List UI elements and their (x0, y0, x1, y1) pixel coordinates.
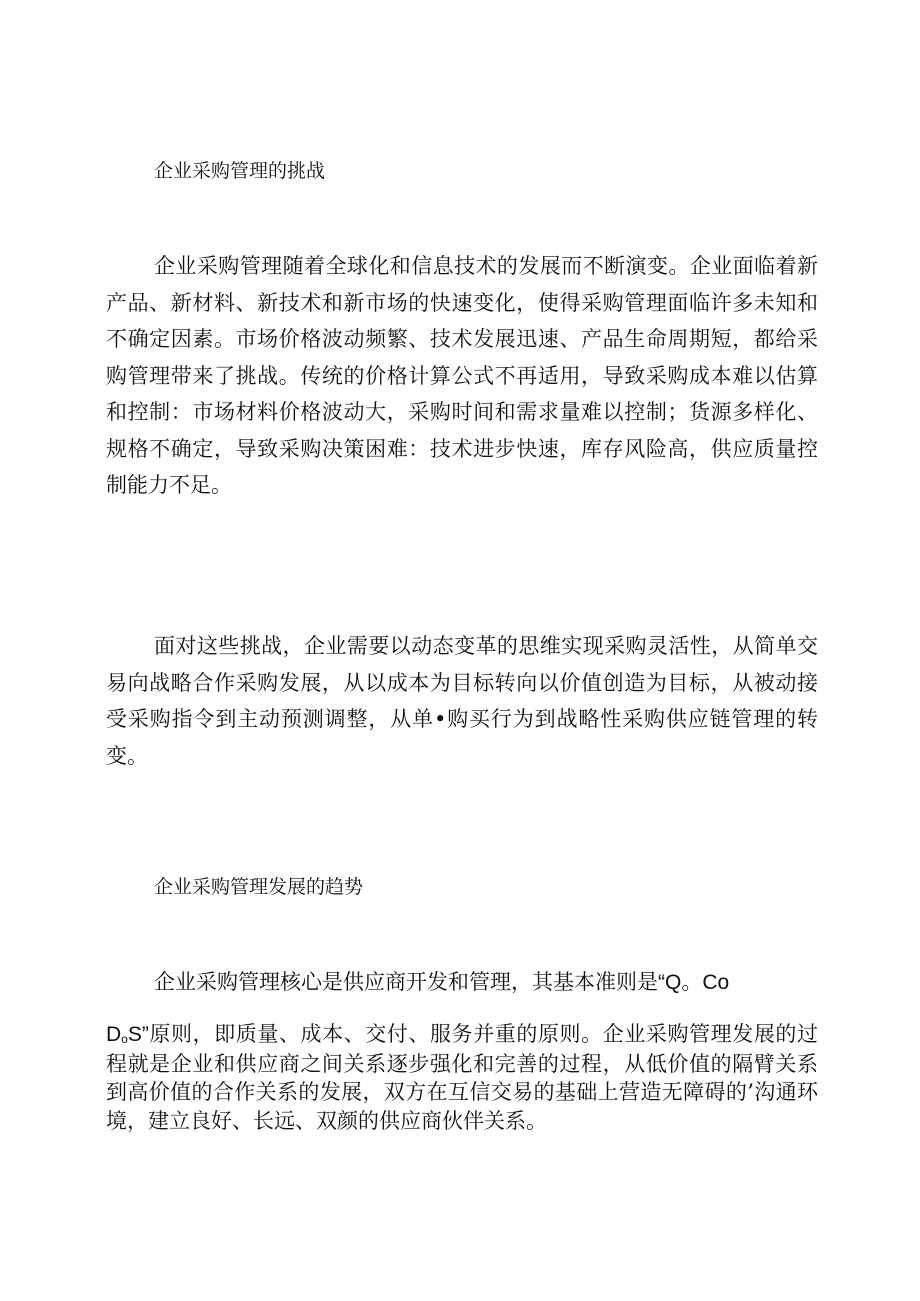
qcds-code-start: “Q。Co (658, 971, 730, 994)
qcds-code-s: S” (127, 1023, 149, 1046)
paragraph-trends-body (106, 1020, 818, 1135)
paragraph-trends-rest: 原则，即质量、成本、交付、服务并重的原则。企业采购管理发展的过程就是企业和供应商之间关系逐步强化和完善的过程，从低价值的隔臂关系到高价值的合作关系的发展，双方在互信交易的基础上营造无障碍的’沟通环境，建立良好、长远、双颜的供应商伙伴关系。 (106, 1022, 818, 1133)
paragraph-challenges: 企业采购管理随着全球化和信息技术的发展而不断演变。企业面临着新产品、新材料、新技术和新市场的快速变化，使得采购管理面临许多未知和不确定因素。市场价格波动频繁、技术发展迅速、产品生命周期短，都给采购管理带来了挑战。传统的价格计算公式不再适用，导致采购成本难以估算和控制：市场材料价格波动大，采购时间和需求量难以控制；货源多样化、规格不确定，导致采购决策困难：技术进步快速，库存风险高，供应质量控制能力不足。 (106, 254, 818, 497)
paragraph-response: 面对这些挑战，企业需要以动态变革的思维实现采购灵活性，从简单交易向战略合作采购发展，从以成本为目标转向以价值创造为目标，从被动接受采购指令到主动预测调整，从单•购买行为到战略性采购供应链管理的转变。 (106, 634, 818, 768)
section-heading-trends: 企业采购管理发展的趋势 (154, 876, 364, 898)
paragraph-trends-first-line (154, 968, 729, 997)
qcds-code-sub: o (121, 1032, 128, 1046)
section-heading-challenges: 企业采购管理的挑战 (154, 160, 326, 182)
paragraph-trends-lead-text: 企业采购管理核心是供应商开发和管理，其基本准则是 (154, 970, 658, 994)
qcds-code-d: D (106, 1023, 122, 1046)
